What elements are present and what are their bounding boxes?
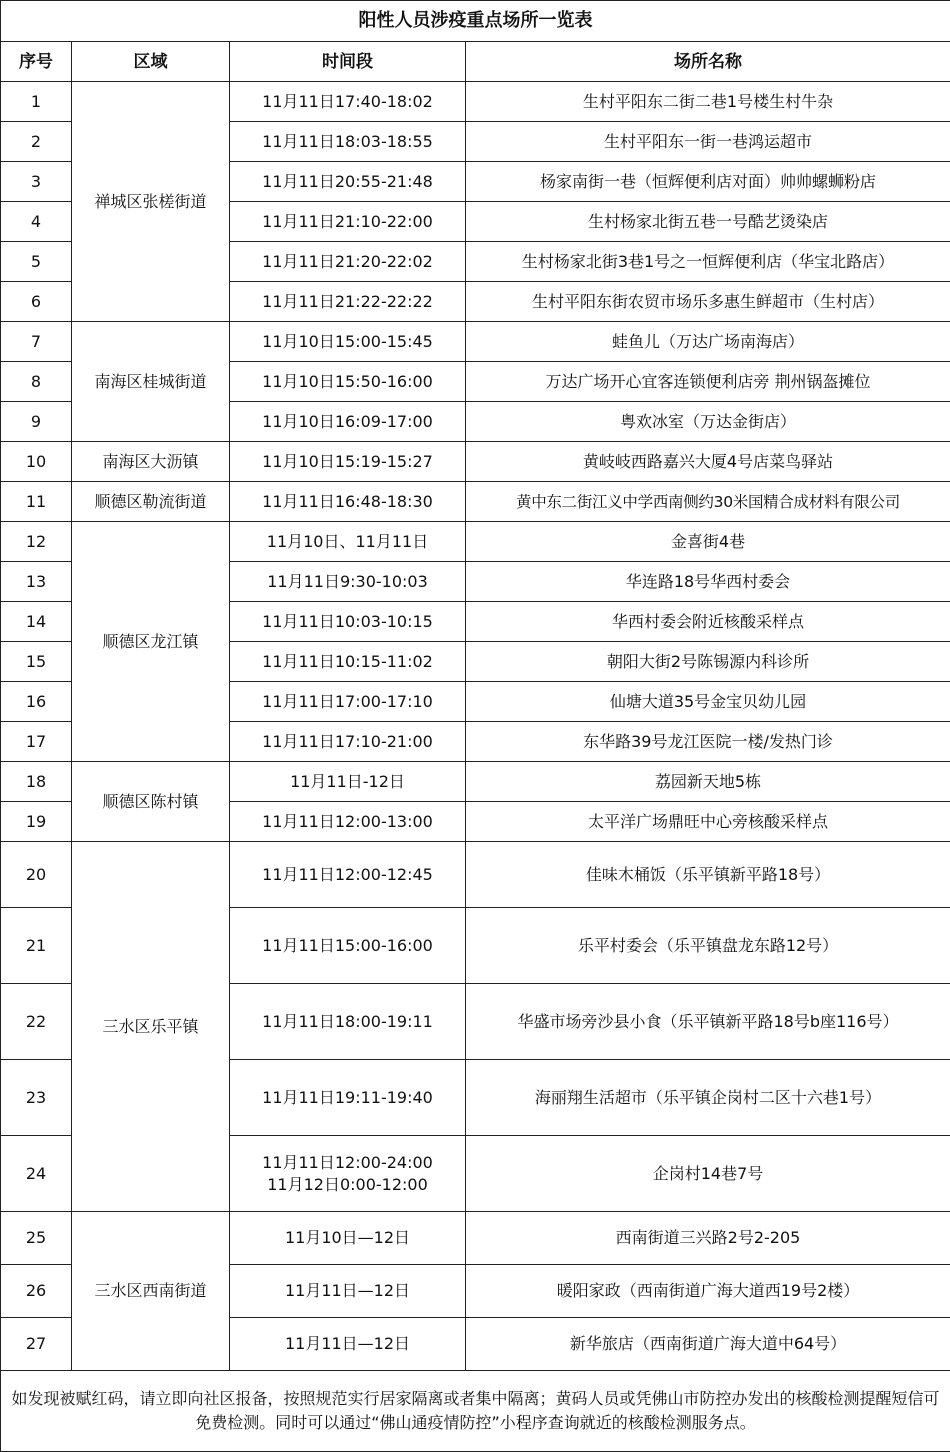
row-no: 6 — [1, 282, 72, 322]
row-place: 万达广场开心宜客连锁便利店旁 荆州锅盔摊位 — [466, 362, 950, 402]
area-cell: 顺德区陈村镇 — [72, 762, 230, 842]
row-time: 11月11日18:00-19:11 — [230, 984, 466, 1060]
row-time-line1: 11月11日12:00-24:00 — [232, 1152, 463, 1174]
row-no: 1 — [1, 82, 72, 122]
row-time: 11月11日16:48-18:30 — [230, 482, 466, 522]
row-place: 太平洋广场鼎旺中心旁核酸采样点 — [466, 802, 950, 842]
area-cell: 三水区西南街道 — [72, 1212, 230, 1371]
row-no: 23 — [1, 1060, 72, 1136]
row-place: 华盛市场旁沙县小食（乐平镇新平路18号b座116号） — [466, 984, 950, 1060]
table-row — [1, 522, 950, 562]
table-title: 阳性人员涉疫重点场所一览表 — [1, 1, 950, 42]
row-no: 19 — [1, 802, 72, 842]
row-place: 海丽翔生活超市（乐平镇企岗村二区十六巷1号） — [466, 1060, 950, 1136]
row-time: 11月10日15:19-15:27 — [230, 442, 466, 482]
row-time: 11月10日16:09-17:00 — [230, 402, 466, 442]
table-row — [1, 762, 950, 802]
row-no: 9 — [1, 402, 72, 442]
area-cell: 禅城区张槎街道 — [72, 82, 230, 322]
row-place: 生村杨家北街五巷一号酷艺烫染店 — [466, 202, 950, 242]
row-time: 11月11日21:20-22:02 — [230, 242, 466, 282]
row-time: 11月11日17:40-18:02 — [230, 82, 466, 122]
row-time-line2: 11月12日0:00-12:00 — [232, 1174, 463, 1196]
row-place: 荔园新天地5栋 — [466, 762, 950, 802]
row-time: 11月11日-12日 — [230, 762, 466, 802]
row-place: 生村平阳东二街二巷1号楼生村牛杂 — [466, 82, 950, 122]
row-time: 11月11日10:15-11:02 — [230, 642, 466, 682]
area-cell: 顺德区龙江镇 — [72, 522, 230, 762]
row-no: 22 — [1, 984, 72, 1060]
row-place: 佳味木桶饭（乐平镇新平路18号） — [466, 842, 950, 908]
footer-note: 如发现被赋红码，请立即向社区报备，按照规范实行居家隔离或者集中隔离；黄码人员或凭佛山市防控办发出的核酸检测提醒短信可免费检测。同时可以通过“佛山通疫情防控”小程序查询就近的核酸检测服务点。 — [1, 1371, 950, 1452]
row-place: 企岗村14巷7号 — [466, 1136, 950, 1212]
row-place: 杨家南街一巷（恒辉便利店对面）帅帅螺蛳粉店 — [466, 162, 950, 202]
area-cell: 三水区乐平镇 — [72, 842, 230, 1212]
row-time: 11月11日15:00-16:00 — [230, 908, 466, 984]
area-cell: 顺德区勒流街道 — [72, 482, 230, 522]
row-no: 25 — [1, 1212, 72, 1265]
table-row — [1, 842, 950, 908]
row-time: 11月10日、11月11日 — [230, 522, 466, 562]
area-cell: 南海区桂城街道 — [72, 322, 230, 442]
table-row — [1, 482, 950, 522]
row-time: 11月11日—12日 — [230, 1265, 466, 1318]
row-time: 11月11日17:00-17:10 — [230, 682, 466, 722]
header-row — [1, 42, 950, 82]
row-no: 18 — [1, 762, 72, 802]
area-cell: 南海区大沥镇 — [72, 442, 230, 482]
row-no: 17 — [1, 722, 72, 762]
row-place: 仙塘大道35号金宝贝幼儿园 — [466, 682, 950, 722]
header-place: 场所名称 — [466, 42, 950, 82]
row-place: 乐平村委会（乐平镇盘龙东路12号） — [466, 908, 950, 984]
row-time: 11月11日20:55-21:48 — [230, 162, 466, 202]
header-time: 时间段 — [230, 42, 466, 82]
header-area: 区域 — [72, 42, 230, 82]
row-no: 5 — [1, 242, 72, 282]
table-row — [1, 322, 950, 362]
row-no: 12 — [1, 522, 72, 562]
row-place: 生村杨家北街3巷1号之一恒辉便利店（华宝北路店） — [466, 242, 950, 282]
row-time: 11月10日—12日 — [230, 1212, 466, 1265]
row-place: 生村平阳东街农贸市场乐多惠生鲜超市（生村店） — [466, 282, 950, 322]
row-no: 20 — [1, 842, 72, 908]
row-time: 11月10日15:00-15:45 — [230, 322, 466, 362]
row-no: 15 — [1, 642, 72, 682]
row-no: 26 — [1, 1265, 72, 1318]
row-time: 11月10日15:50-16:00 — [230, 362, 466, 402]
row-place: 蛙鱼儿（万达广场南海店） — [466, 322, 950, 362]
row-place: 东华路39号龙江医院一楼/发热门诊 — [466, 722, 950, 762]
row-no: 16 — [1, 682, 72, 722]
row-no: 27 — [1, 1318, 72, 1371]
row-place: 新华旅店（西南街道广海大道中64号） — [466, 1318, 950, 1371]
row-time: 11月11日21:22-22:22 — [230, 282, 466, 322]
header-no: 序号 — [1, 42, 72, 82]
row-place: 金喜街4巷 — [466, 522, 950, 562]
row-no: 7 — [1, 322, 72, 362]
row-time: 11月11日21:10-22:00 — [230, 202, 466, 242]
row-time: 11月11日12:00-13:00 — [230, 802, 466, 842]
row-no: 4 — [1, 202, 72, 242]
row-time — [230, 1136, 466, 1212]
row-no: 21 — [1, 908, 72, 984]
row-no: 8 — [1, 362, 72, 402]
row-no: 13 — [1, 562, 72, 602]
row-no: 2 — [1, 122, 72, 162]
row-time: 11月11日12:00-12:45 — [230, 842, 466, 908]
row-place: 华连路18号华西村委会 — [466, 562, 950, 602]
title-row — [1, 1, 950, 42]
row-time: 11月11日10:03-10:15 — [230, 602, 466, 642]
row-place: 黄中东二街江义中学西南侧约30米国精合成材料有限公司 — [466, 482, 950, 522]
row-no: 11 — [1, 482, 72, 522]
row-time: 11月11日9:30-10:03 — [230, 562, 466, 602]
table-row — [1, 442, 950, 482]
row-no: 10 — [1, 442, 72, 482]
row-place: 粤欢冰室（万达金街店） — [466, 402, 950, 442]
table-row — [1, 1212, 950, 1265]
table-row — [1, 82, 950, 122]
row-time: 11月11日18:03-18:55 — [230, 122, 466, 162]
row-no: 14 — [1, 602, 72, 642]
row-time: 11月11日17:10-21:00 — [230, 722, 466, 762]
row-place: 暖阳家政（西南街道广海大道西19号2楼） — [466, 1265, 950, 1318]
row-time: 11月11日19:11-19:40 — [230, 1060, 466, 1136]
row-place: 华西村委会附近核酸采样点 — [466, 602, 950, 642]
footer-row — [1, 1371, 950, 1452]
row-time: 11月11日—12日 — [230, 1318, 466, 1371]
row-place: 生村平阳东一街一巷鸿运超市 — [466, 122, 950, 162]
row-no: 3 — [1, 162, 72, 202]
row-no: 24 — [1, 1136, 72, 1212]
row-place: 黄岐岐西路嘉兴大厦4号店菜鸟驿站 — [466, 442, 950, 482]
row-place: 西南街道三兴路2号2-205 — [466, 1212, 950, 1265]
row-place: 朝阳大街2号陈锡源内科诊所 — [466, 642, 950, 682]
